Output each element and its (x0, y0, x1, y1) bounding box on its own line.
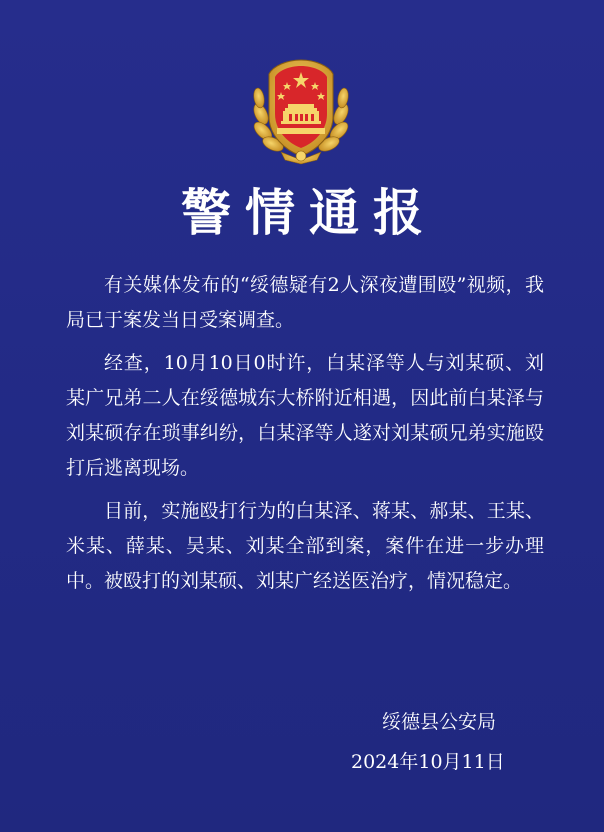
notice-body (66, 268, 544, 607)
paragraph-2: 经查，10月10日0时许，白某泽等人与刘某硕、刘某广兄弟二人在绥德城东大桥附近相遇，因此前白某泽与刘某硕存在琐事纠纷，白某泽等人遂对刘某硕兄弟实施殴打后逃离现场。 (66, 352, 544, 479)
issue-date: 2024年10月11日 (351, 751, 505, 773)
issuing-organization: 绥德县公安局 (382, 711, 497, 733)
page-title: 警情通报 (181, 184, 437, 242)
paragraph-1: 有关媒体发布的“绥德疑有2人深夜遭围殴”视频，我局已于案发当日受案调查。 (66, 274, 544, 331)
police-emblem-icon (245, 56, 357, 166)
paragraph-3: 目前，实施殴打行为的白某泽、蒋某、郝某、王某、米某、薛某、吴某、刘某全部到案，案件在进一步办理中。被殴打的刘某硕、刘某广经送医治疗，情况稳定。 (66, 500, 544, 592)
